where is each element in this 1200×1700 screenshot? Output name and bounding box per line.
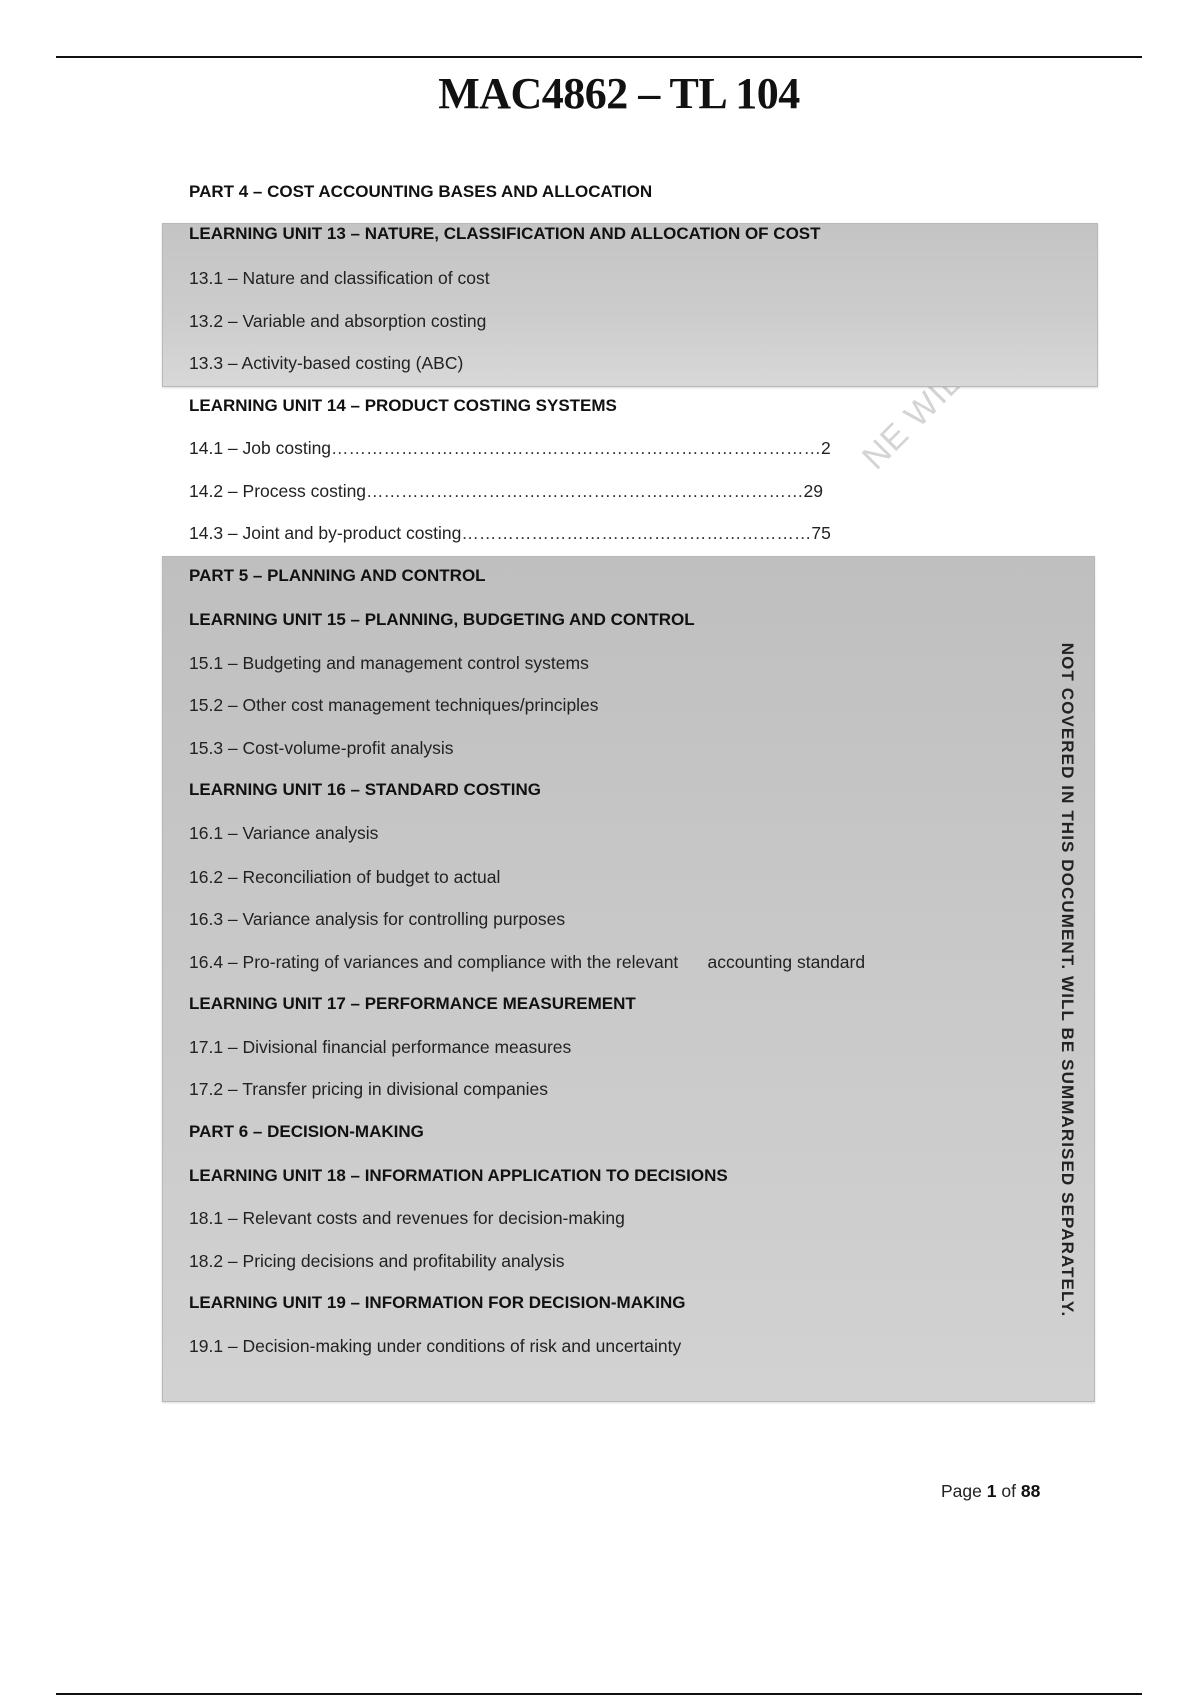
lu14-heading: LEARNING UNIT 14 – PRODUCT COSTING SYSTEMS [189,396,617,415]
toc-entry-label: 14.2 – Process costing [189,481,367,501]
not-covered-note-text: NOT COVERED IN THIS DOCUMENT. WILL BE SUMMARISED SEPARATELY. [1058,642,1077,1318]
lu19-item: 19.1 – Decision-making under conditions of risk and uncertainty [189,1336,682,1356]
lu16-item: 16.4 – Pro-rating of variances and compliance with the relevant accounting standard [189,952,866,972]
page-of-label: of [1001,1481,1016,1501]
toc-entry-label: 14.1 – Job costing [189,438,332,458]
lu15-item: 15.1 – Budgeting and management control systems [189,653,589,673]
lu15-heading: LEARNING UNIT 15 – PLANNING, BUDGETING AND CONTROL [189,610,695,629]
toc-page-number: 29 [803,481,824,501]
page-label: Page [941,1481,982,1501]
not-covered-box [162,556,1095,1402]
not-covered-note [1057,600,1077,1360]
lu16-item: 16.2 – Reconciliation of budget to actual [189,867,501,887]
lu13-item: 13.3 – Activity-based costing (ABC) [189,353,464,373]
toc-page-number: 2 [821,438,831,458]
lu19-heading: LEARNING UNIT 19 – INFORMATION FOR DECISION-MAKING [189,1293,686,1312]
toc-leader-dots: ………………………………………………………………………… [331,438,822,458]
current-page-number: 1 [986,1481,997,1501]
lu17-heading: LEARNING UNIT 17 – PERFORMANCE MEASUREMENT [189,994,636,1013]
toc-entry-label: 14.3 – Joint and by-product costing [189,523,462,543]
bottom-rule [56,1693,1142,1695]
lu17-item: 17.2 – Transfer pricing in divisional companies [189,1079,548,1099]
lu15-item: 15.2 – Other cost management techniques/principles [189,695,599,715]
lu17-item: 17.1 – Divisional financial performance measures [189,1037,572,1057]
lu18-heading: LEARNING UNIT 18 – INFORMATION APPLICATION TO DECISIONS [189,1166,728,1185]
part-5-heading: PART 5 – PLANNING AND CONTROL [189,566,486,585]
page-number-footer [941,1481,1040,1502]
lu16-heading: LEARNING UNIT 16 – STANDARD COSTING [189,780,541,799]
toc-leader-dots: ………………………………………………………………… [366,481,804,501]
part-6-heading: PART 6 – DECISION-MAKING [189,1122,424,1141]
top-rule [56,56,1142,58]
lu16-item: 16.1 – Variance analysis [189,823,379,843]
part-4-heading: PART 4 – COST ACCOUNTING BASES AND ALLOCATION [189,182,653,201]
toc-entry-process-costing[interactable] [189,480,823,502]
toc-leader-dots: …………………………………………………… [461,523,812,543]
toc-entry-job-costing[interactable] [189,437,831,459]
total-pages-number: 88 [1020,1481,1041,1501]
document-title: MAC4862 – TL 104 [438,69,800,118]
lu13-heading: LEARNING UNIT 13 – NATURE, CLASSIFICATION AND ALLOCATION OF COST [189,224,821,243]
lu18-item: 18.1 – Relevant costs and revenues for decision-making [189,1208,625,1228]
lu18-item: 18.2 – Pricing decisions and profitability analysis [189,1251,565,1271]
lu16-item: 16.3 – Variance analysis for controlling purposes [189,909,566,929]
toc-entry-joint-costing[interactable] [189,522,831,544]
lu15-item: 15.3 – Cost-volume-profit analysis [189,738,454,758]
toc-page-number: 75 [811,523,831,543]
lu13-item: 13.1 – Nature and classification of cost [189,268,490,288]
lu13-item: 13.2 – Variable and absorption costing [189,311,487,331]
